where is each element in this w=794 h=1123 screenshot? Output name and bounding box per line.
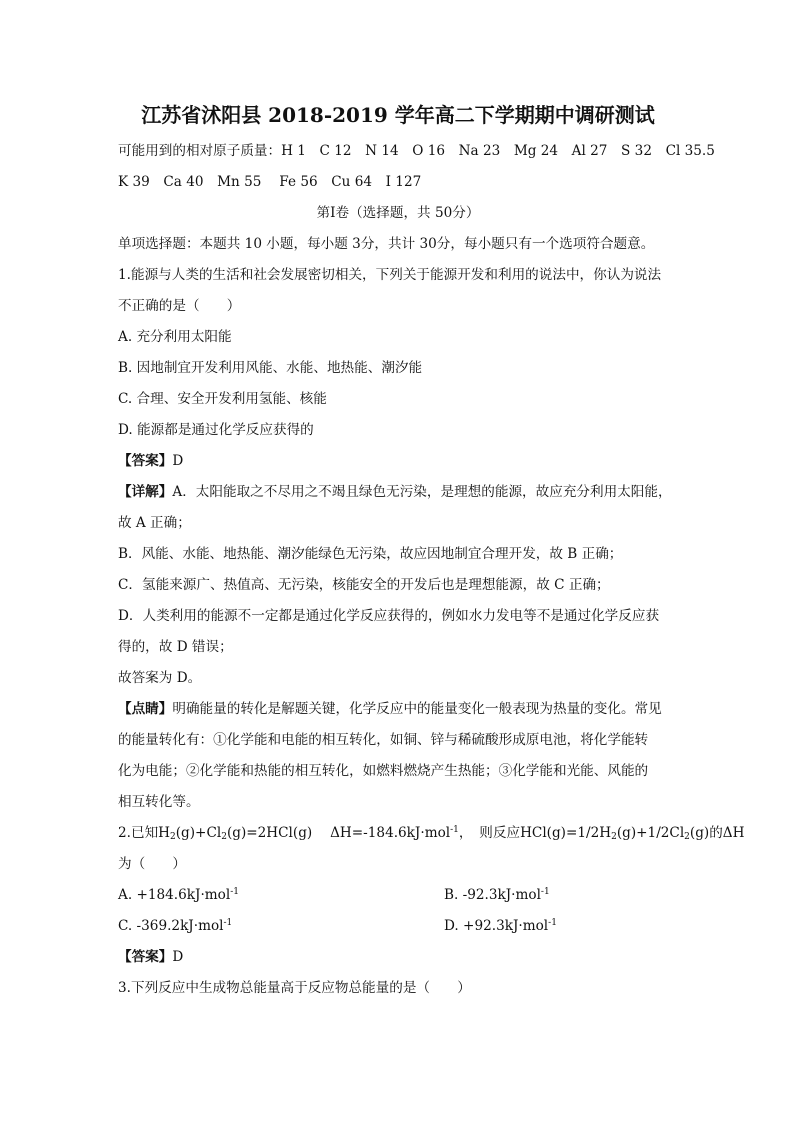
q1-option-a: A. 充分利用太阳能 (118, 329, 232, 345)
q2-stem-part-c: (g)=2HCl(g) ΔH=-184.6kJ·mol (226, 825, 451, 841)
q1-detail-line-1 (118, 477, 678, 508)
q2-stem-part-b: (g)+Cl (175, 825, 222, 841)
q1-detail-b: B．风能、水能、地热能、潮汐能绿色无污染，故应因地制宜合理开发，故 B 正确； (118, 546, 623, 562)
q1-tip-line-1 (118, 694, 678, 725)
q2-option-a (118, 880, 444, 911)
q2-option-b-sup: -1 (540, 887, 550, 897)
q2-stem-part-e: (g)+1/2Cl (616, 825, 685, 841)
q1-detail-line-2: 故 A 正确； (118, 515, 191, 531)
q1-option-c: C. 合理、安全开发利用氢能、核能 (118, 391, 327, 407)
q2-stem-part-d: ， 则反应HCl(g)=1/2H (458, 825, 612, 841)
q2-option-d (444, 911, 557, 942)
q1-tip-line-4: 相互转化等。 (118, 794, 200, 810)
q2-option-c-sup: -1 (223, 918, 233, 928)
q2-stem-line-1 (118, 818, 745, 849)
q2-sup-unit: -1 (450, 825, 459, 835)
q2-answer-label: 【答案】 (118, 949, 173, 965)
page-title: 江苏省沭阳县 2018-2019 学年高二下学期期中调研测试 (141, 103, 655, 127)
question-3 (118, 973, 678, 1004)
q2-option-c-text: C. -369.2kJ·mol (118, 918, 224, 934)
document-page (118, 100, 745, 1004)
q1-tip-line-3: 化为电能；②化学能和热能的相互转化，如燃料燃烧产生热能；③化学能和光能、风能的 (118, 763, 649, 779)
q1-option-d: D. 能源都是通过化学反应获得的 (118, 422, 314, 438)
section-title: 第Ⅰ卷（选择题，共 50分） (316, 205, 480, 221)
question-2 (118, 818, 745, 973)
q2-answer (118, 942, 678, 973)
q1-tip-text-1: 明确能量的转化是解题关键，化学反应中的能量变化一般表现为热量的变化。常见 (172, 701, 662, 717)
question-1 (118, 260, 678, 818)
q2-option-a-sup: -1 (230, 887, 239, 897)
q1-option-b: B. 因地制宜开发利用风能、水能、地热能、潮汐能 (118, 360, 423, 376)
q1-detail-d-line-1: D．人类利用的能源不一定都是通过化学反应获得的，例如水力发电等不是通过化学反应获 (118, 608, 660, 624)
q2-option-d-sup: -1 (548, 918, 557, 928)
q1-answer-label: 【答案】 (118, 453, 173, 469)
q2-stem-part-a: 2.已知H (118, 825, 171, 841)
q1-tip-label: 【点睛】 (118, 701, 173, 717)
q2-answer-value: D (172, 949, 184, 965)
q1-detail-d-line-2: 得的，故 D 错误； (118, 639, 233, 655)
q2-option-d-text: D. +92.3kJ·mol (444, 918, 549, 934)
q2-option-b-text: B. -92.3kJ·mol (444, 887, 541, 903)
instructions: 单项选择题：本题共 10 小题，每小题 3分，共计 30分，每小题只有一个选项符合题意。 (118, 236, 655, 252)
q1-answer-value: D (172, 453, 184, 469)
q2-stem-part-f: (g)的ΔH (689, 825, 745, 841)
q2-sub-h2: 2 (170, 832, 176, 842)
q2-options-row-2 (118, 911, 678, 942)
atomic-masses-line-1: 可能用到的相对原子质量：H 1 C 12 N 14 O 16 Na 23 Mg 24 Al 27 S 32 Cl 35.5 (118, 143, 715, 159)
q1-detail-label: 【详解】 (118, 484, 173, 500)
q1-detail-c: C．氢能来源广、热值高、无污染，核能安全的开发后也是理想能源，故 C 正确； (118, 577, 610, 593)
q1-tip-line-2: 的能量转化有：①化学能和电能的相互转化，如铜、锌与稀硫酸形成原电池，将化学能转 (118, 732, 649, 748)
q1-detail-text-1: A．太阳能取之不尽用之不竭且绿色无污染，是理想的能源，故应充分利用太阳能， (172, 484, 672, 500)
q2-option-c (118, 911, 444, 942)
q2-sub-cl2-half: 2 (684, 832, 690, 842)
q1-stem-line-1: 1.能源与人类的生活和社会发展密切相关，下列关于能源开发和利用的说法中，你认为说法 (118, 267, 662, 283)
q1-answer (118, 446, 678, 477)
q1-stem-line-2: 不正确的是（ ） (118, 298, 241, 314)
q2-sub-h2-half: 2 (611, 832, 617, 842)
q3-stem: 3.下列反应中生成物总能量高于反应物总能量的是（ ） (118, 980, 471, 996)
q2-option-b (444, 880, 550, 911)
q2-stem-line-2: 为（ ） (118, 856, 186, 872)
atomic-masses-line-2: K 39 Ca 40 Mn 55 Fe 56 Cu 64 I 127 (118, 174, 422, 190)
q2-options-row-1 (118, 880, 678, 911)
q2-sub-cl2: 2 (221, 832, 227, 842)
q2-option-a-text: A. +184.6kJ·mol (118, 887, 231, 903)
q1-conclusion: 故答案为 D。 (118, 670, 202, 686)
